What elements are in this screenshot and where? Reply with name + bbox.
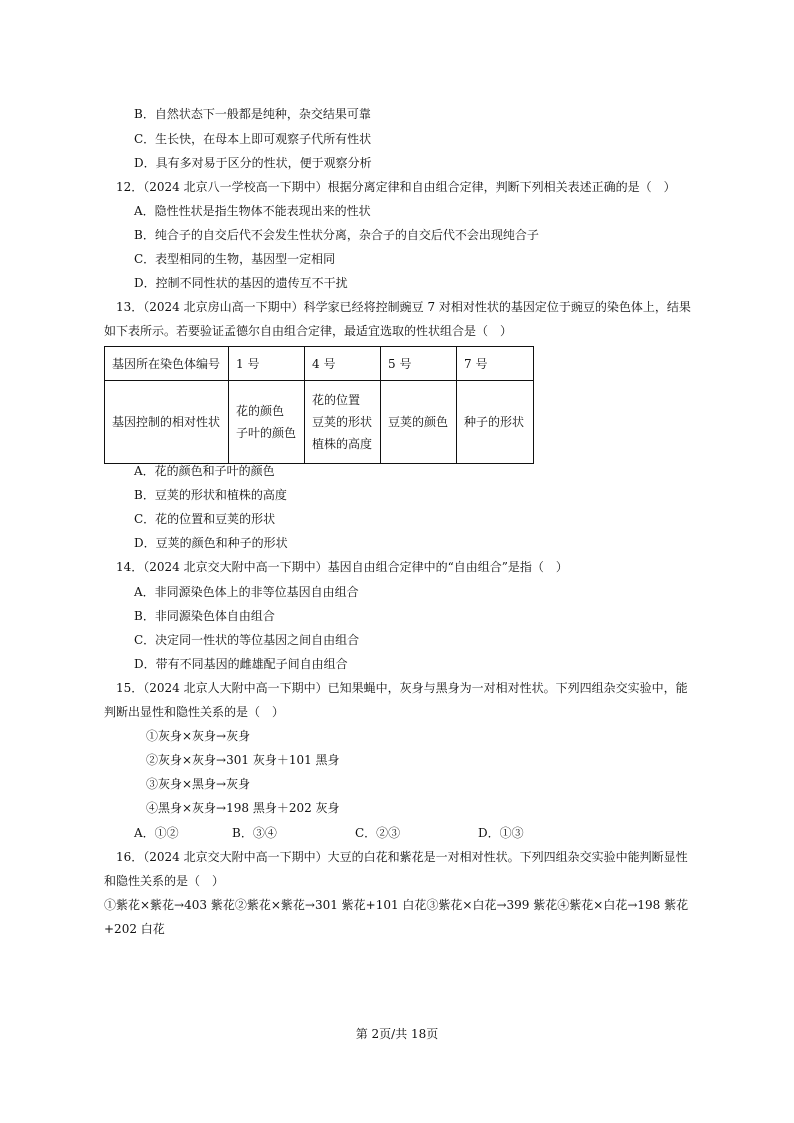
q15-option-a: A．①② <box>134 826 179 840</box>
q12-stem: 12．（2024 北京八一学校高一下期中）根据分离定律和自由组合定律，判断下列相关表述正确的是（ ） <box>116 180 676 194</box>
q14-option-c: C．决定同一性状的等位基因之间自由组合 <box>134 633 360 647</box>
q12-option-c: C．表型相同的生物，基因型一定相同 <box>134 252 336 266</box>
q11-option-c: C．生长快，在母本上即可观察子代所有性状 <box>134 132 372 146</box>
q12-option-b: B．纯合子的自交后代不会发生性状分离，杂合子的自交后代不会出现纯合子 <box>134 228 539 242</box>
table-header-row <box>105 347 534 381</box>
q13-option-a: A．花的颜色和子叶的颜色 <box>134 464 275 478</box>
q15-option-c: C．②③ <box>355 826 401 840</box>
table-cell <box>305 381 381 464</box>
q15-stem-line1: 15．（2024 北京人大附中高一下期中）已知果蝇中，灰身与黑身为一对相对性状。下列四组杂交实验中，能 <box>116 681 688 695</box>
q13-option-b: B．豆荚的形状和植株的高度 <box>134 488 287 502</box>
table-row <box>105 381 534 464</box>
table-cell: 种子的形状 <box>457 381 534 464</box>
q15-cross-2: ②灰身×灰身→301 灰身＋101 黑身 <box>146 753 340 767</box>
q14-option-d: D．带有不同基因的雌雄配子间自由组合 <box>134 657 348 671</box>
table-cell: 基因控制的相对性状 <box>105 381 229 464</box>
q15-cross-3: ③灰身×黑身→灰身 <box>146 777 251 791</box>
q14-option-b: B．非同源染色体自由组合 <box>134 609 275 623</box>
table-cell: 1 号 <box>229 347 305 381</box>
q13-gene-table <box>104 346 534 464</box>
page-number: 第 2页/共 18页 <box>355 1027 439 1041</box>
cell-line: 花的位置 <box>312 393 361 407</box>
q16-crosses-line: ①紫花×紫花→403 紫花②紫花×紫花→301 紫花+101 白花③紫花×白花→399 紫花④紫花×白花→198 紫花 <box>104 898 689 912</box>
table-cell: 5 号 <box>381 347 457 381</box>
q15-stem-line2: 判断出显性和隐性关系的是（ ） <box>104 705 285 719</box>
cell-line: 豆荚的形状 <box>312 415 373 429</box>
q12-option-d: D．控制不同性状的基因的遗传互不干扰 <box>134 276 348 290</box>
q12-option-a: A．隐性性状是指生物体不能表现出来的性状 <box>134 204 371 218</box>
table-cell: 4 号 <box>305 347 381 381</box>
q13-option-d: D．豆荚的颜色和种子的形状 <box>134 536 288 550</box>
q13-stem-line1: 13．（2024 北京房山高一下期中）科学家已经将控制豌豆 7 对相对性状的基因定位于豌豆的染色体上，结果 <box>116 300 691 314</box>
q14-stem: 14．（2024 北京交大附中高一下期中）基因自由组合定律中的“自由组合”是指（ ） <box>116 560 568 574</box>
q16-crosses-line-cont: +202 白花 <box>104 922 165 936</box>
table-cell <box>229 381 305 464</box>
table-cell: 豆荚的颜色 <box>381 381 457 464</box>
q14-option-a: A．非同源染色体上的非等位基因自由组合 <box>134 585 359 599</box>
q16-stem-line1: 16．（2024 北京交大附中高一下期中）大豆的白花和紫花是一对相对性状。下列四组杂交实验中能判断显性 <box>116 850 688 864</box>
q15-option-b: B．③④ <box>232 826 277 840</box>
q15-cross-4: ④黑身×灰身→198 黑身＋202 灰身 <box>146 801 340 815</box>
table-cell: 7 号 <box>457 347 534 381</box>
q11-option-d: D．具有多对易于区分的性状，便于观察分析 <box>134 156 372 170</box>
cell-line: 植株的高度 <box>312 437 373 451</box>
cell-line: 子叶的颜色 <box>236 426 297 440</box>
q15-options-row <box>134 825 554 841</box>
q13-stem-line2: 如下表所示。若要验证孟德尔自由组合定律，最适宜选取的性状组合是（ ） <box>104 324 513 338</box>
q15-option-d: D．①③ <box>478 826 524 840</box>
q13-option-c: C．花的位置和豆荚的形状 <box>134 512 276 526</box>
q11-option-b: B．自然状态下一般都是纯种，杂交结果可靠 <box>134 107 371 121</box>
cell-line: 花的颜色 <box>236 404 285 418</box>
table-cell: 基因所在染色体编号 <box>105 347 229 381</box>
q15-cross-1: ①灰身×灰身→灰身 <box>146 729 251 743</box>
q16-stem-line2: 和隐性关系的是（ ） <box>104 874 225 888</box>
